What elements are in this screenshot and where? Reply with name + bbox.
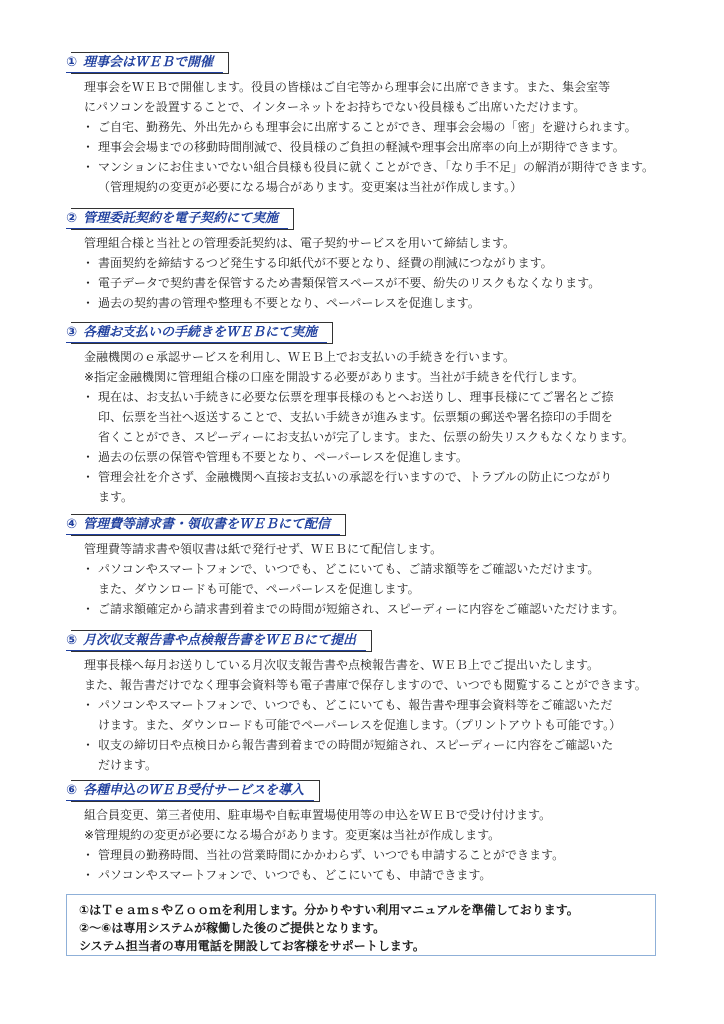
bullet-item — [84, 273, 666, 293]
bullet-line: ・ ご請求額確定から請求書到着までの時間が短縮され、スピーディーに内容をご確認いただけます。 — [98, 602, 625, 616]
bullet-line: ます。 — [98, 490, 134, 504]
section-heading — [66, 324, 327, 343]
bullet-line: ・ 電子データで契約書を保管するため書類保管スペースが不要、紛失のリスクもなくなります。 — [98, 276, 601, 290]
section-body — [84, 539, 666, 619]
section-body — [84, 347, 666, 507]
section-title: 各種お支払いの手続きをＷＥＢにて実施 — [83, 325, 318, 340]
bullet-line: 印、伝票を当社へ返送することで、支払い手続きが進みます。伝票類の郵送や署名捺印の手間を — [98, 410, 613, 424]
section-number: ④ — [66, 517, 78, 532]
section-4 — [66, 514, 666, 619]
bullet-item — [84, 865, 666, 885]
notice-line: ①はＴｅａｍｓやＺｏｏｍを利用します。分かりやすい利用マニュアルを準備しております。 — [79, 903, 579, 917]
section-heading — [66, 210, 288, 229]
section-2 — [66, 208, 666, 313]
bullet-line: ・ 理事会会場までの移動時間削減で、役員様のご負担の軽減や理事会出席率の向上が期待できます。 — [98, 140, 625, 154]
bullet-item — [84, 735, 666, 775]
bullet-line: ・ 現在は、お支払い手続きに必要な伝票を理事長様のもとへお送りし、理事長様にてご署名とご捺 — [98, 390, 614, 404]
bullet-item — [84, 559, 666, 599]
section-heading — [66, 782, 314, 801]
bullet-line: ・ 収支の締切日や点検日から報告書到着までの時間が短縮され、スピーディーに内容をご確認いた — [98, 738, 614, 752]
bullet-line: ・ パソコンやスマートフォンで、いつでも、どこにいても、ご請求額等をご確認いただけます。 — [98, 562, 600, 576]
bullet-list — [84, 695, 666, 775]
section-heading — [66, 54, 223, 73]
bullet-item — [84, 137, 666, 157]
bullet-line: ・ 過去の伝票の保管や管理も不要となり、ペーパーレスを促進します。 — [98, 450, 468, 464]
body-line: 管理組合様と当社との管理委託契約は、電子契約サービスを用いて締結します。 — [84, 236, 516, 250]
section-heading — [66, 632, 366, 651]
body-line: 理事長様へ毎月お送りしている月次収支報告書や点検報告書を、ＷＥＢ上でご提出いたします。 — [84, 658, 600, 672]
bullet-item — [84, 447, 666, 467]
body-line: 理事会をＷＥＢで開催します。役員の皆様はご自宅等から理事会に出席できます。また、集会室等 — [84, 80, 611, 94]
note-line: （管理規約の変更が必要になる場合があります。変更案は当社が作成します。） — [98, 180, 523, 194]
body-line: 金融機関のｅ承認サービスを利用し、ＷＥＢ上でお支払いの手続きを行います。 — [84, 350, 516, 364]
bullet-line: ・ ご自宅、勤務先、外出先からも理事会に出席することができ、理事会会場の「密」を避けられます。 — [98, 120, 637, 134]
bullet-line: また、ダウンロードも可能で、ペーパーレスを促進します。 — [98, 582, 420, 596]
body-line: また、報告書だけでなく理事会資料等も電子書庫で保存しますので、いつでも閲覧することができます。 — [84, 678, 647, 692]
bullet-line: ・ マンションにお住まいでない組合員様も役員に就くことができ、「なり手不足」の解消が期待できます。 — [98, 160, 655, 174]
bullet-item — [84, 467, 666, 507]
bullet-list — [84, 253, 666, 313]
body-line: ※管理規約の変更が必要になる場合があります。変更案は当社が作成します。 — [84, 828, 501, 842]
section-6 — [66, 780, 666, 885]
bullet-item — [84, 157, 666, 177]
bullet-line: 省くことができ、スピーディーにお支払いが完了します。また、伝票の紛失リスクもなくなります。 — [98, 430, 634, 444]
section-body — [84, 655, 666, 775]
bullet-line: ・ 過去の契約書の管理や整理も不要となり、ペーパーレスを促進します。 — [98, 296, 480, 310]
section-1 — [66, 52, 666, 197]
section-title: 管理費等請求書・領収書をＷＥＢにて配信 — [83, 517, 331, 532]
bullet-item — [84, 387, 666, 447]
section-body — [84, 77, 666, 197]
section-heading — [66, 516, 340, 535]
bullet-item — [84, 845, 666, 865]
bullet-item — [84, 599, 666, 619]
bullet-item — [84, 253, 666, 273]
bullet-list — [84, 117, 666, 177]
bullet-item — [84, 695, 666, 735]
section-3 — [66, 322, 666, 507]
notice-line: ②～⑥は専用システムが稼働した後のご提供となります。 — [79, 921, 386, 935]
section-number: ③ — [66, 325, 78, 340]
body-line: ※指定金融機関に管理組合様の口座を開設する必要があります。当社が手続きを代行します。 — [84, 370, 585, 384]
bullet-list — [84, 559, 666, 619]
section-title: 月次収支報告書や点検報告書をＷＥＢにて提出 — [83, 633, 357, 648]
bullet-line: だけます。 — [98, 758, 158, 772]
body-line: 組合員変更、第三者使用、駐車場や自転車置場使用等の申込をＷＥＢで受け付けます。 — [84, 808, 552, 822]
bullet-line: ・ パソコンやスマートフォンで、いつでも、どこにいても、申請できます。 — [98, 868, 492, 882]
section-body — [84, 805, 666, 885]
section-title: 理事会はＷＥＢで開催 — [83, 55, 214, 70]
section-body — [84, 233, 666, 313]
section-number: ② — [66, 211, 78, 226]
bullet-line: ・ 管理員の勤務時間、当社の営業時間にかかわらず、いつでも申請することができます。 — [98, 848, 565, 862]
body-line: 管理費等請求書や領収書は紙で発行せず、ＷＥＢにて配信します。 — [84, 542, 443, 556]
bullet-item — [84, 117, 666, 137]
bullet-line: ・ パソコンやスマートフォンで、いつでも、どこにいても、報告書や理事会資料等をご確認いただ — [98, 698, 613, 712]
notice-box — [66, 894, 656, 956]
section-5 — [66, 630, 666, 775]
bullet-list — [84, 845, 666, 885]
section-number: ⑥ — [66, 783, 78, 798]
section-number: ⑤ — [66, 633, 78, 648]
bullet-line: ・ 管理会社を介さず、金融機関へ直接お支払いの承認を行いますので、トラブルの防止につながり — [98, 470, 613, 484]
section-title: 各種申込のＷＥＢ受付サービスを導入 — [83, 783, 305, 798]
bullet-line: ・ 書面契約を締結するつど発生する印紙代が不要となり、経費の削減につながります。 — [98, 256, 553, 270]
section-title: 管理委託契約を電子契約にて実施 — [83, 211, 279, 226]
notice-line: システム担当者の専用電話を開設してお客様をサポートします。 — [79, 939, 425, 953]
bullet-list — [84, 387, 666, 507]
body-line: にパソコンを設置することで、インターネットをお持ちでない役員様もご出席いただけます。 — [84, 100, 586, 114]
bullet-item — [84, 293, 666, 313]
bullet-line: けます。また、ダウンロードも可能でペーパーレスを促進します。（プリントアウトも可能です。） — [98, 718, 622, 732]
section-number: ① — [66, 55, 78, 70]
